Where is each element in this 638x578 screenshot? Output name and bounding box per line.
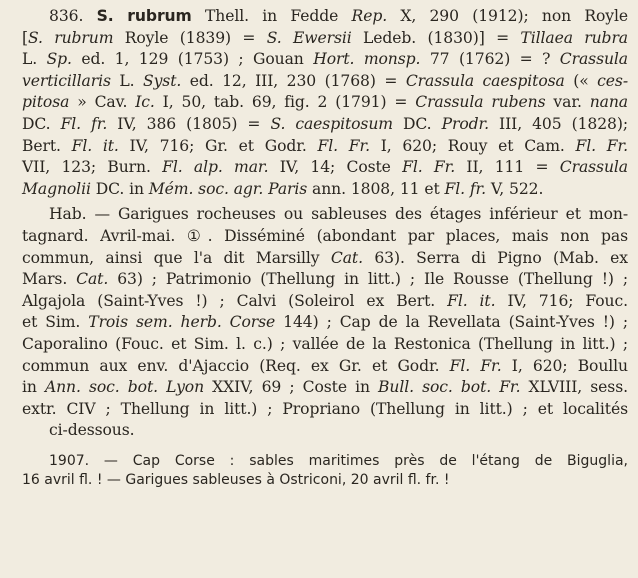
- entry-line-8: VII, 123; Burn. Fl. alp. mar. IV, 14; Coste Fl. Fr. II, 111 = Crassula: [22, 158, 628, 177]
- habitat-line-10: extr. CIV ; Thellung in litt.) ; Propriano (Thellung in litt.) ; et localités: [22, 399, 628, 418]
- habitat-line-3: commun, ainsi que l'a dit Marsilly Cat. 63). Serra di Pigno (Mab. ex: [22, 248, 628, 267]
- habitat-line-9: in Ann. soc. bot. Lyon XXIV, 69 ; Coste in Bull. soc. bot. Fr. XLVIII, sess.: [22, 378, 628, 397]
- entry-line-7: Bert. Fl. it. IV, 716; Gr. et Godr. Fl. Fr. I, 620; Rouy et Cam. Fl. Fr.: [22, 136, 628, 155]
- habitat-line-11: ci-dessous.: [49, 421, 135, 440]
- entry-line-6: DC. Fl. fr. IV, 386 (1805) = S. caespitosum DC. Prodr. III, 405 (1828);: [22, 114, 628, 133]
- entry-line-1: 836. S. rubrum Thell. in Fedde Rep. X, 290 (1912); non Royle: [49, 7, 628, 25]
- habitat-line-5: Algajola (Saint-Yves !) ; Calvi (Soleirol ex Bert. Fl. it. IV, 716; Fouc.: [22, 291, 628, 310]
- habitat-block: [22, 204, 628, 442]
- habitat-line-1: Hab. — Garigues rocheuses ou sableuses des étages inférieur et mon-: [49, 205, 628, 224]
- habitat-line-8: commun aux env. d'Ajaccio (Req. ex Gr. et Godr. Fl. Fr. I, 620; Boullu: [22, 356, 628, 375]
- entry-line-4: verticillaris L. Syst. ed. 12, III, 230 (1768) = Crassula caespitosa (« ces-: [22, 71, 629, 90]
- specimens-block: [22, 452, 628, 490]
- specimens-line-1: 1907. — Cap Corse : sables maritimes près de l'étang de Biguglia,: [49, 452, 628, 469]
- entry-line-2: [S. rubrum Royle (1839) = S. Ewersii Ledeb. (1830)] = Tillaea rubra: [22, 28, 628, 47]
- entry-block: [22, 6, 628, 200]
- habitat-line-4: Mars. Cat. 63) ; Patrimonio (Thellung in litt.) ; Ile Rousse (Thellung !) ;: [22, 270, 628, 289]
- habitat-line-6: et Sim. Trois sem. herb. Corse 144) ; Cap de la Revellata (Saint-Yves !) ;: [22, 313, 628, 332]
- entry-line-5: pitosa » Cav. Ic. I, 50, tab. 69, fig. 2 (1791) = Crassula rubens var. nana: [22, 93, 628, 112]
- entry-line-9: Magnolii DC. in Mém. soc. agr. Paris ann. 1808, 11 et Fl. fr. V, 522.: [22, 179, 544, 198]
- habitat-line-2: tagnard. Avril-mai. ①. Disséminé (abondant par places, mais non pas: [22, 226, 628, 245]
- species-name: S. rubrum: [96, 7, 192, 25]
- specimens-line-2: 16 avril fl. ! — Garigues sableuses à Ostriconi, 20 avril fl. fr. !: [22, 471, 450, 488]
- entry-line-3: L. Sp. ed. 1, 129 (1753) ; Gouan Hort. monsp. 77 (1762) = ? Crassula: [22, 50, 628, 69]
- habitat-line-7: Caporalino (Fouc. et Sim. l. c.) ; vallée de la Restonica (Thellung in litt.) ;: [22, 334, 628, 353]
